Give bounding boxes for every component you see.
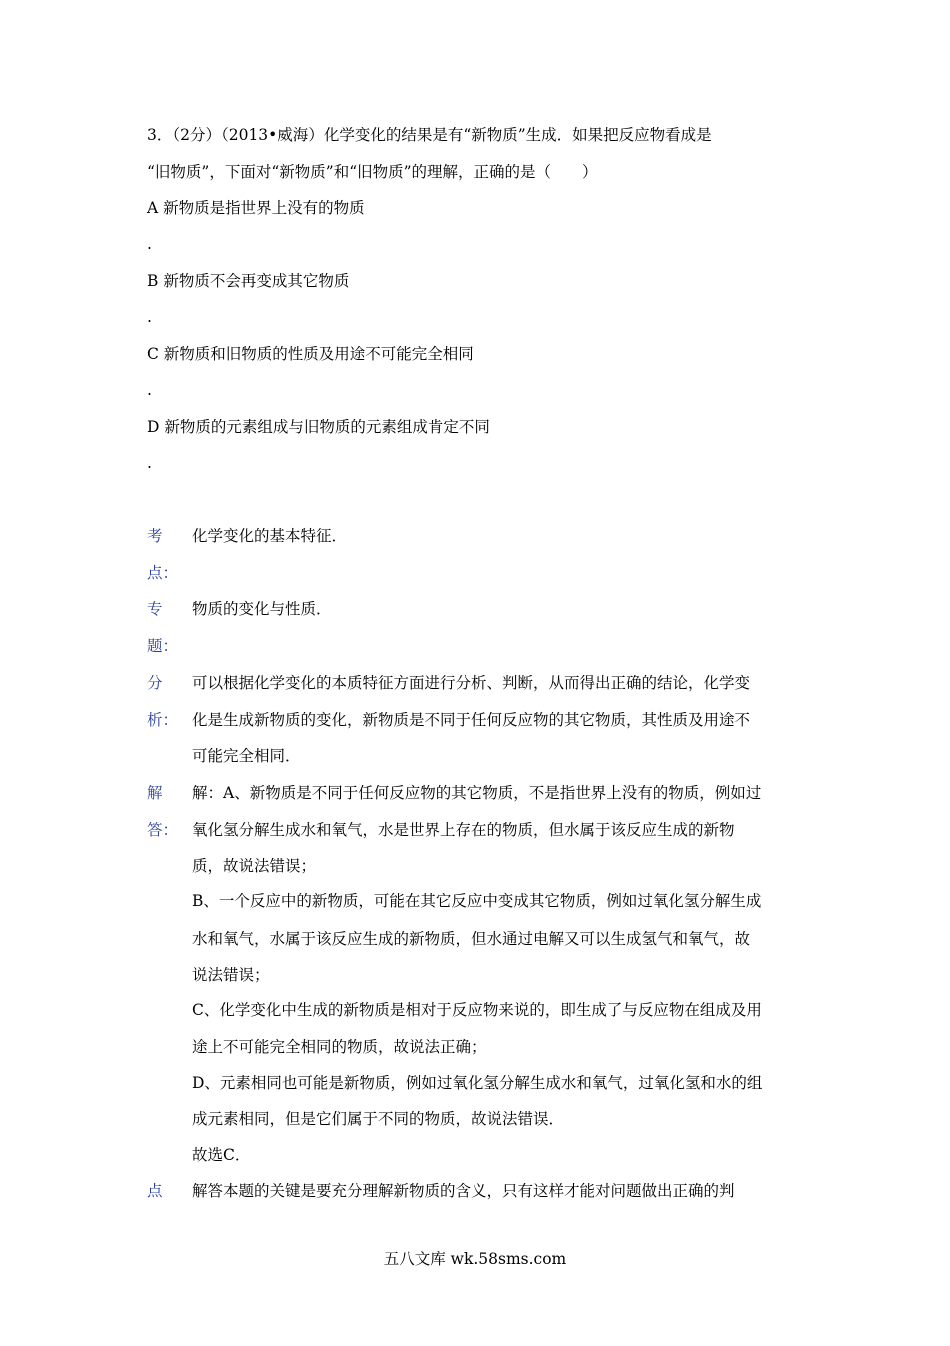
option-a-dot: .: [147, 235, 152, 253]
jieda-line: 故选C．: [192, 1146, 251, 1164]
jieda-line: 途上不可能完全相同的物质，故说法正确；: [192, 1038, 487, 1056]
fenxi-line: 可能完全相同．: [192, 747, 301, 765]
question-stem-line-2: “旧物质”，下面对“新物质”和“旧物质”的理解，正确的是（ ）: [147, 163, 598, 181]
option-b-dot: .: [147, 308, 152, 326]
jieda-line: 质，故说法错误；: [192, 857, 317, 875]
option-d: D 新物质的元素组成与旧物质的元素组成肯定不同: [147, 418, 490, 436]
jieda-label-1: 解: [147, 784, 163, 802]
kaodian-label-2: 点：: [147, 564, 179, 582]
fenxi-line: 化是生成新物质的变化，新物质是不同于任何反应物的其它物质，其性质及用途不: [192, 711, 751, 729]
jieda-line: 水和氧气，水属于该反应生成的新物质，但水通过电解又可以生成氢气和氧气，故: [192, 930, 751, 948]
zhuanti-label-2: 题：: [147, 637, 179, 655]
option-c-dot: .: [147, 381, 152, 399]
kaodian-text: 化学变化的基本特征．: [192, 527, 348, 545]
jieda-line: 解：A、新物质是不同于任何反应物的其它物质，不是指世界上没有的物质，例如过: [192, 784, 762, 802]
jieda-line: 说法错误；: [192, 966, 270, 984]
fenxi-line: 可以根据化学变化的本质特征方面进行分析、判断，从而得出正确的结论，化学变: [192, 674, 751, 692]
footer-watermark: 五八文库 wk.58sms.com: [383, 1250, 567, 1268]
kaodian-label-1: 考: [147, 527, 163, 545]
option-d-dot: .: [147, 454, 152, 472]
jieda-line: B、一个反应中的新物质，可能在其它反应中变成其它物质，例如过氧化氢分解生成: [192, 892, 762, 910]
jieda-line: 氧化氢分解生成水和氧气，水是世界上存在的物质，但水属于该反应生成的新物: [192, 821, 735, 839]
dianping-label-1: 点: [147, 1182, 163, 1200]
option-c: C 新物质和旧物质的性质及用途不可能完全相同: [147, 345, 474, 363]
jieda-label-2: 答：: [147, 821, 179, 839]
fenxi-label-1: 分: [147, 674, 163, 692]
option-b: B 新物质不会再变成其它物质: [147, 272, 350, 290]
fenxi-label-2: 析：: [147, 711, 179, 729]
jieda-line: C、化学变化中生成的新物质是相对于反应物来说的，即生成了与反应物在组成及用: [192, 1001, 762, 1019]
zhuanti-text: 物质的变化与性质．: [192, 600, 332, 618]
jieda-line: 成元素相同，但是它们属于不同的物质，故说法错误．: [192, 1110, 565, 1128]
zhuanti-label-1: 专: [147, 600, 163, 618]
dianping-line: 解答本题的关键是要充分理解新物质的含义，只有这样才能对问题做出正确的判: [192, 1182, 735, 1200]
option-a: A 新物质是指世界上没有的物质: [147, 199, 365, 217]
question-stem-line-1: 3．（2分）（2013•威海）化学变化的结果是有“新物质”生成．如果把反应物看成是: [147, 126, 712, 144]
jieda-line: D、元素相同也可能是新物质，例如过氧化氢分解生成水和氧气，过氧化氢和水的组: [192, 1074, 763, 1092]
